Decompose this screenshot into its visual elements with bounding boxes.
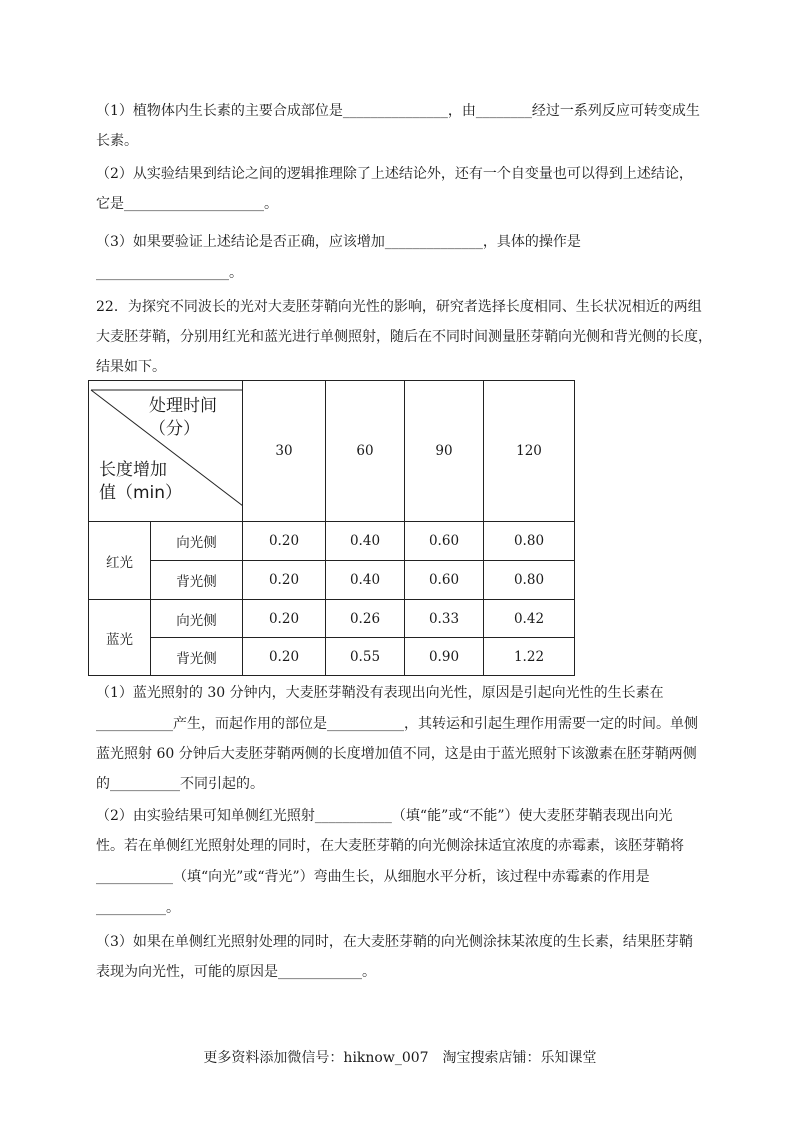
- value-cell: 0.80: [484, 561, 575, 600]
- q22-part3-line1: （3）如果在单侧红光照射处理的同时，在大麦胚芽鞘的向光侧涂抹某浓度的生长素，结果胚芽鞘: [96, 934, 693, 950]
- value-cell: 0.20: [243, 522, 326, 561]
- side-label: 背光侧: [151, 638, 243, 676]
- value-cell: 0.40: [326, 561, 405, 600]
- q22-part1-line4: 的__________不同引起的。: [96, 776, 264, 792]
- q21-part3-line1: （3）如果要验证上述结论是否正确，应该增加______________，具体的操作是: [96, 234, 581, 250]
- q22-part2-line2: 性。若在单侧红光照射处理的同时，在大麦胚芽鞘的向光侧涂抹适宜浓度的赤霉素，该胚芽鞘将: [96, 838, 684, 854]
- q22-stem-line2: 大麦胚芽鞘，分别用红光和蓝光进行单侧照射，随后在不同时间测量胚芽鞘向光侧和背光侧的长度，: [96, 329, 712, 345]
- q22-stem-line1: 22．为探究不同波长的光对大麦胚芽鞘向光性的影响，研究者选择长度相同、生长状况相近的两组: [96, 299, 702, 315]
- table-row: [89, 600, 575, 638]
- time-header: 60: [326, 381, 405, 522]
- side-label: 向光侧: [151, 522, 243, 561]
- value-cell: 0.42: [484, 600, 575, 638]
- results-table: [88, 380, 575, 676]
- q22-part2-line3: ___________（填“向光”或“背光”）弯曲生长，从细胞水平分析，该过程中赤霉素的作用是: [96, 869, 650, 885]
- value-cell: 0.26: [326, 600, 405, 638]
- q21-part1-line2: 长素。: [96, 133, 138, 149]
- q22-part1-line1: （1）蓝光照射的 30 分钟内，大麦胚芽鞘没有表现出向光性，原因是引起向光性的生长素在: [96, 685, 664, 701]
- group-blue-light: 蓝光: [89, 600, 151, 676]
- value-cell: 0.90: [405, 638, 484, 676]
- side-label: 背光侧: [151, 561, 243, 600]
- value-cell: 0.20: [243, 561, 326, 600]
- table-row: [89, 522, 575, 561]
- q21-part1-line1: （1）植物体内生长素的主要合成部位是_______________，由________经过一系列反应可转变成生: [96, 103, 700, 119]
- q22-part1-line2: ___________产生，而起作用的部位是___________，其转运和引起生理作用需要一定的时间。单侧: [96, 716, 698, 732]
- table-row: [89, 638, 575, 676]
- q22-stem-line3: 结果如下。: [96, 359, 166, 375]
- value-cell: 1.22: [484, 638, 575, 676]
- value-cell: 0.60: [405, 561, 484, 600]
- header-length-label: 长度增加 值（min）: [99, 460, 183, 503]
- q21-part2-line1: （2）从实验结果到结论之间的逻辑推理除了上述结论外，还有一个自变量也可以得到上述结论，: [96, 166, 693, 182]
- value-cell: 0.80: [484, 522, 575, 561]
- side-label: 向光侧: [151, 600, 243, 638]
- q21-part3-line2: ___________________。: [96, 265, 243, 281]
- table-row: [89, 561, 575, 600]
- time-header: 30: [243, 381, 326, 522]
- diagonal-header-cell: [89, 381, 243, 522]
- value-cell: 0.60: [405, 522, 484, 561]
- group-red-light: 红光: [89, 522, 151, 600]
- q22-part2-line1: （2）由实验结果可知单侧红光照射___________（填“能”或“不能”）使大麦胚芽鞘表现出向光: [96, 808, 673, 824]
- value-cell: 0.20: [243, 600, 326, 638]
- q21-part2-line2: 它是____________________。: [96, 196, 278, 212]
- value-cell: 0.33: [405, 600, 484, 638]
- page-footer: 更多资料添加微信号：hiknow_007 淘宝搜索店铺：乐知课堂: [203, 1050, 597, 1066]
- q22-part2-line4: __________。: [96, 900, 180, 916]
- value-cell: 0.40: [326, 522, 405, 561]
- q22-part3-line2: 表现为向光性，可能的原因是____________。: [96, 964, 376, 980]
- value-cell: 0.55: [326, 638, 405, 676]
- header-time-label: 处理时间 （分）: [149, 396, 217, 439]
- value-cell: 0.20: [243, 638, 326, 676]
- time-header: 90: [405, 381, 484, 522]
- q22-part1-line3: 蓝光照射 60 分钟后大麦胚芽鞘两侧的长度增加值不同，这是由于蓝光照射下该激素在胚芽鞘两侧: [96, 746, 697, 762]
- time-header: 120: [484, 381, 575, 522]
